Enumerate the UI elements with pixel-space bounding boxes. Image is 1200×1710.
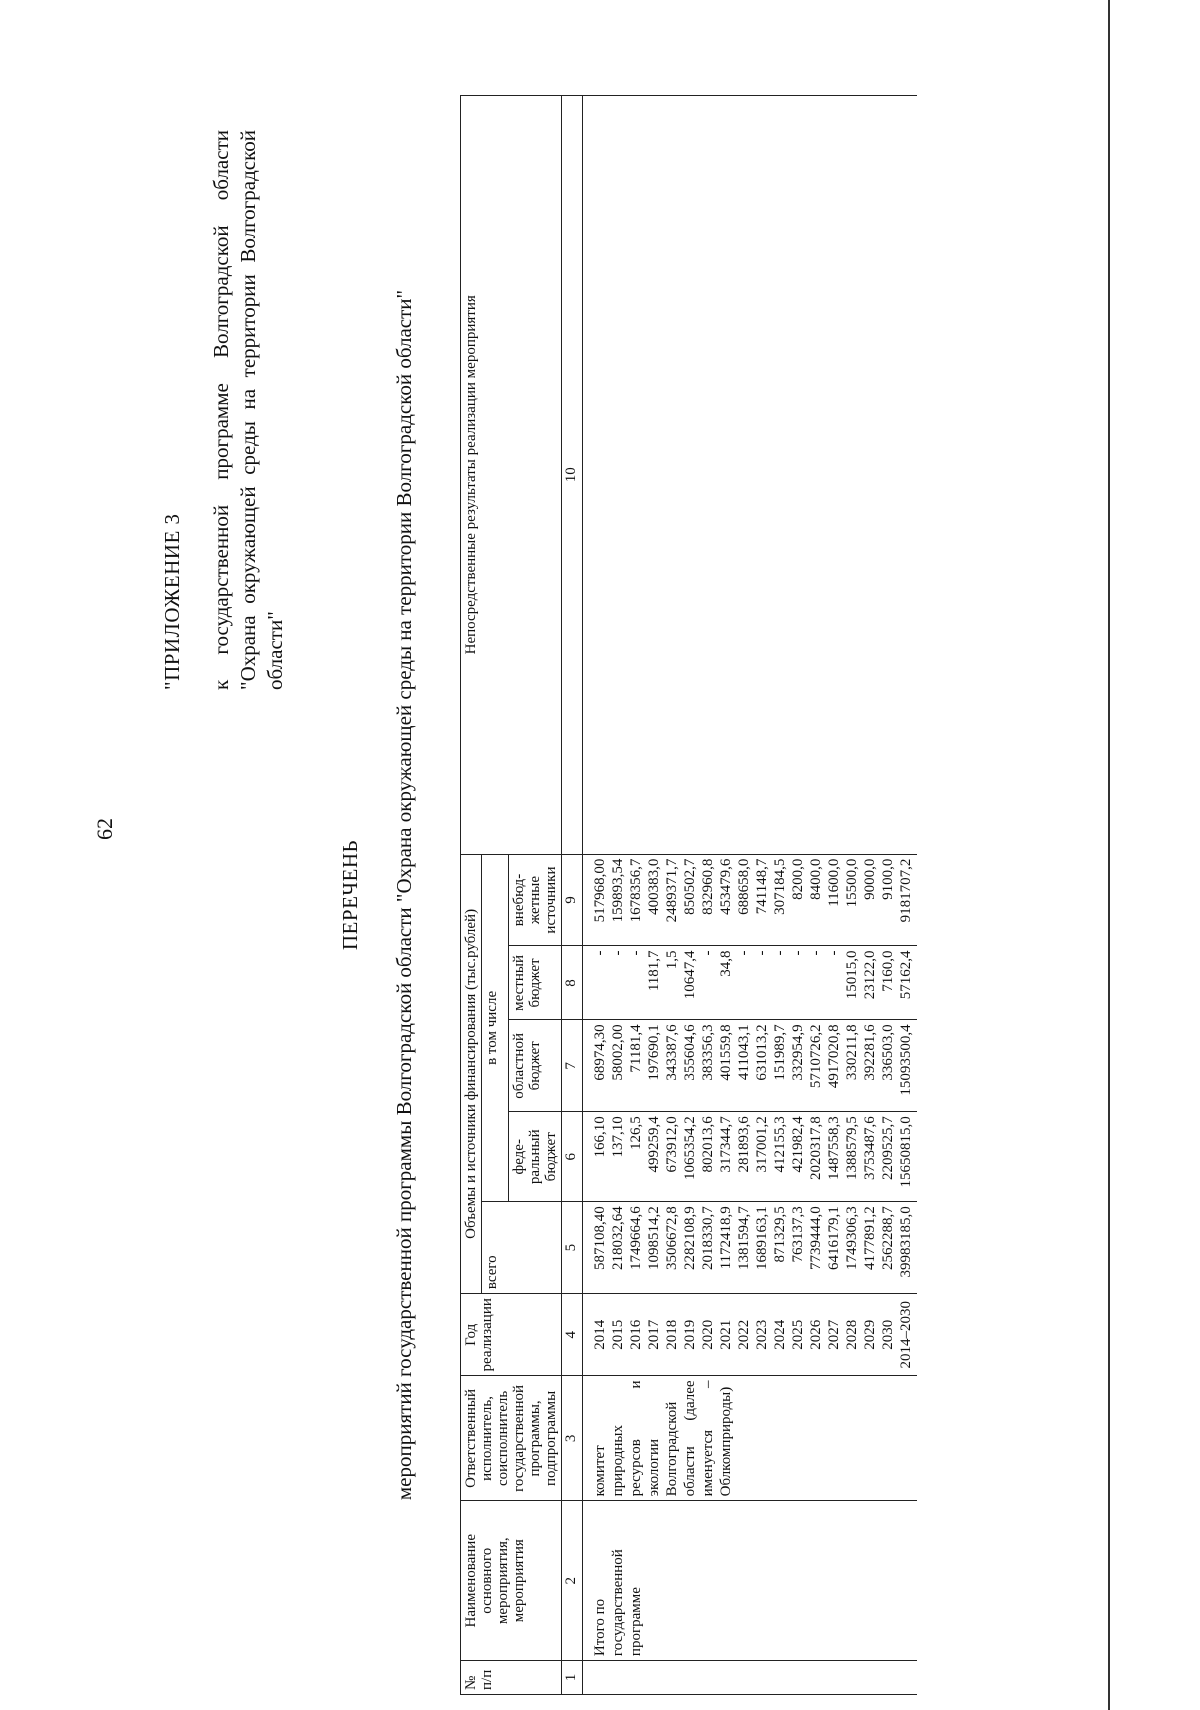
extrabudget-column [583, 854, 918, 946]
table-row [583, 96, 918, 1695]
column-number: 5 [562, 1202, 583, 1294]
federal-value: 499259,4 [646, 1116, 662, 1173]
column-number: 6 [562, 1112, 583, 1202]
row-num-cell [583, 1661, 918, 1695]
total-value: 871329,5 [772, 1206, 788, 1263]
regional-value: 15093500,4 [898, 1024, 914, 1096]
page-number: 62 [92, 818, 117, 840]
header-extrabudget: внебюд-жетные источники [509, 854, 562, 946]
federal-value: 317001,2 [754, 1116, 770, 1173]
year-value: 2025 [790, 1319, 806, 1350]
extrabudget-value: 2489371,7 [664, 858, 680, 923]
regional-value: 5710726,2 [808, 1024, 824, 1089]
federal-value: 317344,7 [718, 1116, 734, 1173]
local-value: 1181,7 [646, 950, 662, 992]
extrabudget-value: 832960,8 [700, 858, 716, 915]
regional-value: 401559,8 [718, 1024, 734, 1081]
extrabudget-value: 15500,0 [844, 858, 860, 908]
total-value: 7739444,0 [808, 1206, 824, 1270]
total-value: 2018330,7 [700, 1206, 716, 1270]
document-subtitle: мероприятий государственной программы Волгоградской области "Охрана окружающей среды на территории Волгоградской области" [392, 289, 416, 1501]
total-column [583, 1202, 918, 1294]
total-value: 1172418,9 [718, 1206, 734, 1270]
column-number: 7 [562, 1020, 583, 1112]
column-number: 2 [562, 1501, 583, 1661]
total-value: 6416179,1 [826, 1206, 842, 1270]
program-activities-table [460, 95, 917, 1695]
year-value: 2029 [862, 1319, 878, 1350]
federal-value: 421982,4 [790, 1116, 806, 1173]
total-value: 1749306,3 [844, 1206, 860, 1270]
year-value: 2016 [628, 1319, 644, 1350]
extrabudget-value: 850502,7 [682, 858, 698, 915]
year-value: 2021 [718, 1319, 734, 1350]
local-value: 23122,0 [862, 950, 878, 1000]
local-value: - [826, 950, 842, 956]
regional-value: 68974,30 [592, 1024, 608, 1081]
federal-value: 673912,0 [664, 1116, 680, 1173]
federal-column [583, 1112, 918, 1202]
federal-value: 2020317,8 [808, 1116, 824, 1181]
year-value: 2030 [880, 1319, 896, 1350]
regional-value: 336503,0 [880, 1024, 896, 1081]
extrabudget-value: 453479,6 [718, 858, 734, 915]
federal-value: 15650815,0 [898, 1116, 914, 1188]
federal-value: 126,5 [628, 1116, 644, 1151]
header-federal: феде-ральный бюджет [509, 1112, 562, 1202]
column-number: 1 [562, 1661, 583, 1695]
total-value: 2282108,9 [682, 1206, 698, 1270]
extrabudget-value: 9181707,2 [898, 858, 914, 923]
federal-value: 1388579,5 [844, 1116, 860, 1181]
local-value: - [736, 950, 752, 956]
header-total: всего [482, 1202, 562, 1294]
total-value: 2562288,7 [880, 1206, 896, 1270]
column-number: 10 [562, 96, 583, 855]
regional-value: 411043,1 [736, 1024, 752, 1081]
regional-value: 71181,4 [628, 1024, 644, 1073]
total-value: 39983185,0 [898, 1206, 914, 1278]
extrabudget-value: 159893,54 [610, 858, 626, 923]
local-value: 15015,0 [844, 950, 860, 1000]
total-value: 587108,40 [592, 1206, 608, 1270]
year-value: 2019 [682, 1319, 698, 1350]
regional-value: 58002,00 [610, 1024, 626, 1081]
header-num: № п/п [461, 1661, 562, 1695]
year-value: 2024 [772, 1319, 788, 1350]
total-value: 1689163,1 [754, 1206, 770, 1270]
header-name: Наименование основного мероприятия, мероприятия [461, 1501, 562, 1661]
total-value: 763137,3 [790, 1206, 806, 1263]
extrabudget-value: 9100,0 [880, 858, 896, 900]
regional-value: 330211,8 [844, 1024, 860, 1081]
appendix-subtitle: к государственной программе Волгоградской области "Охрана окружающей среды на территории Волгоградской области" [209, 130, 287, 690]
local-value: - [754, 950, 770, 956]
local-value: - [610, 950, 626, 956]
total-value: 1749664,6 [628, 1206, 644, 1270]
column-number-row [562, 96, 583, 1695]
year-value: 2020 [700, 1319, 716, 1350]
year-value: 2014–2030 [898, 1301, 914, 1369]
total-value: 4177891,2 [862, 1206, 878, 1270]
total-value: 1381594,7 [736, 1206, 752, 1270]
local-value: - [790, 950, 806, 956]
local-value: 1,5 [664, 950, 680, 970]
extrabudget-value: 8400,0 [808, 858, 824, 900]
regional-value: 197690,1 [646, 1024, 662, 1081]
year-value: 2027 [826, 1319, 842, 1350]
extrabudget-value: 400383,0 [646, 858, 662, 915]
local-value: - [772, 950, 788, 956]
local-value: 57162,4 [898, 950, 914, 1000]
year-value: 2028 [844, 1319, 860, 1350]
federal-value: 3753487,6 [862, 1116, 878, 1181]
total-value: 218032,64 [610, 1206, 626, 1270]
header-including: в том числе [482, 854, 509, 1202]
regional-value: 383356,3 [700, 1024, 716, 1081]
federal-value: 281893,6 [736, 1116, 752, 1173]
extrabudget-value: 307184,5 [772, 858, 788, 915]
local-value: - [700, 950, 716, 956]
regional-value: 631013,2 [754, 1024, 770, 1081]
year-value: 2023 [754, 1319, 770, 1350]
column-number: 3 [562, 1376, 583, 1501]
year-value: 2018 [664, 1319, 680, 1350]
extrabudget-value: 688658,0 [736, 858, 752, 915]
local-value: 34,8 [718, 950, 734, 977]
year-column [583, 1294, 918, 1376]
header-regional: областной бюджет [509, 1020, 562, 1112]
federal-value: 412155,3 [772, 1116, 788, 1173]
regional-column [583, 1020, 918, 1112]
regional-value: 355604,6 [682, 1024, 698, 1081]
document-title: ПЕРЕЧЕНЬ [338, 839, 362, 951]
local-value: 7160,0 [880, 950, 896, 992]
federal-value: 2209525,7 [880, 1116, 896, 1181]
year-value: 2026 [808, 1319, 824, 1350]
regional-value: 343387,6 [664, 1024, 680, 1081]
header-year: Год реализации [461, 1294, 562, 1376]
column-number: 9 [562, 854, 583, 946]
extrabudget-value: 517968,00 [592, 858, 608, 923]
total-value: 1098514,2 [646, 1206, 662, 1270]
federal-value: 166,10 [592, 1116, 608, 1158]
header-responsible: Ответственный исполнитель, соисполнитель государственной программы, подпрограммы [461, 1376, 562, 1501]
column-number: 4 [562, 1294, 583, 1376]
column-number: 8 [562, 946, 583, 1020]
regional-value: 4917020,8 [826, 1024, 842, 1089]
regional-value: 151989,7 [772, 1024, 788, 1081]
extrabudget-value: 11600,0 [826, 858, 842, 907]
federal-value: 137,10 [610, 1116, 626, 1158]
federal-value: 1065354,2 [682, 1116, 698, 1181]
extrabudget-value: 9000,0 [862, 858, 878, 900]
extrabudget-value: 1678356,7 [628, 858, 644, 923]
regional-value: 332954,9 [790, 1024, 806, 1081]
rotated-content [0, 80, 1120, 1710]
row-responsible-cell: комитет природных ресурсов и экологии Волгоградской области (далее именуется – Облкомприроды) [583, 1376, 918, 1501]
local-value: 10647,4 [682, 950, 698, 1000]
extrabudget-value: 8200,0 [790, 858, 806, 900]
federal-value: 802013,6 [700, 1116, 716, 1173]
total-value: 3506672,8 [664, 1206, 680, 1270]
header-volumes: Объемы и источники финансирования (тыс.рублей) [461, 854, 482, 1294]
row-name-cell: Итого по государственной программе [583, 1501, 918, 1661]
extrabudget-value: 741148,7 [754, 858, 770, 915]
local-value: - [628, 950, 644, 956]
federal-value: 1487558,3 [826, 1116, 842, 1181]
year-value: 2015 [610, 1319, 626, 1350]
year-value: 2014 [592, 1319, 608, 1350]
year-value: 2022 [736, 1319, 752, 1350]
local-column [583, 946, 918, 1020]
appendix-title: "ПРИЛОЖЕНИЕ 3 [160, 513, 184, 690]
year-value: 2017 [646, 1319, 662, 1350]
header-results: Непосредственные результаты реализации мероприятия [461, 96, 562, 855]
local-value: - [808, 950, 824, 956]
header-local: местный бюджет [509, 946, 562, 1020]
regional-value: 392281,6 [862, 1024, 878, 1081]
local-value: - [592, 950, 608, 956]
row-results-cell [583, 96, 918, 855]
